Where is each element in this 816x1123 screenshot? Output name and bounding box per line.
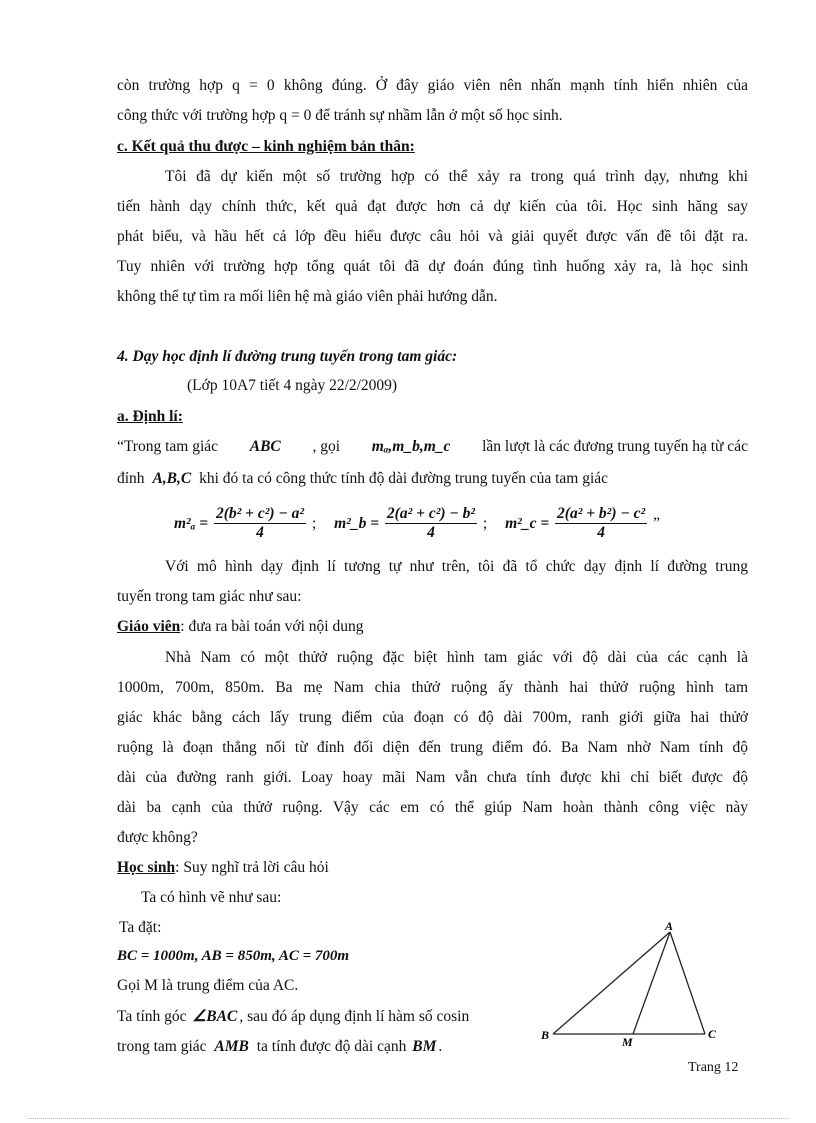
teacher-label: Giáo viên: [117, 618, 181, 635]
text-span: đỉnh: [117, 470, 145, 487]
formula-separator: ;: [311, 514, 317, 532]
math-amb: AMB: [214, 1038, 249, 1055]
given-values: BC = 1000m, AB = 850m, AC = 700m: [117, 948, 350, 964]
student-label: Học sinh: [117, 859, 176, 876]
text-line: Nhà Nam có một thửở ruộng đặc biệt hình tam giác với độ dài của các cạnh là: [165, 649, 748, 666]
theorem-line-2: [117, 469, 608, 489]
point-label-m: M: [622, 1035, 633, 1049]
vertex-label-b: B: [541, 1028, 550, 1042]
text-line: không thể tự tìm ra mối liên hệ mà giáo viên phải hướng dẫn.: [117, 288, 498, 305]
text-line: được không?: [117, 829, 198, 846]
text-line: tiến hành dạy chính thức, kết quả đạt được hơn cả dự kiến của tôi. Học sinh hăng say: [117, 198, 748, 215]
text-line: Gọi M là trung điểm của AC.: [117, 977, 299, 994]
text-line: phát biểu, và hầu hết cả lớp đều hiểu được câu hỏi và giải quyết được vấn đề tôi đặt ra.: [117, 228, 748, 245]
text-line: dài ba cạnh của thửở ruộng. Vậy các em có thể giúp Nam hoàn thành công việc này: [117, 799, 748, 816]
formula-mb-lhs: m²_b =: [334, 514, 380, 532]
text-span: , sau đó áp dụng định lí hàm số cosin: [239, 1008, 470, 1025]
text-line: Tôi đã dự kiến một số trường hợp có thể xảy ra trong quá trình dạy, nhưng khi: [165, 168, 748, 185]
text-line: Ta có hình vẽ như sau:: [141, 889, 282, 906]
text-line: giác khác bằng cách lấy trung điểm của đoạn có độ dài 700m, ranh giới giữa hai thửở: [117, 709, 748, 726]
section-heading-a: a. Định lí:: [117, 408, 183, 425]
median-formula: [174, 505, 660, 542]
math-vertices: A,B,C: [152, 470, 192, 487]
lesson-info: (Lớp 10A7 tiết 4 ngày 22/2/2009): [187, 377, 398, 394]
section-heading-4: 4. Dạy học định lí đường trung tuyến trong tam giác:: [117, 348, 458, 365]
text-span: Ta tính góc: [117, 1008, 187, 1025]
formula-denominator: 4: [427, 524, 435, 541]
triangle-figure: [530, 915, 750, 1055]
footer-divider: [28, 1118, 788, 1119]
text-span: .: [438, 1038, 443, 1055]
text-span: khi đó ta có công thức tính độ dài đường trung tuyến của tam giác: [199, 470, 609, 487]
page-number: Trang 12: [688, 1060, 739, 1075]
vertex-label-c: C: [708, 1027, 717, 1041]
formula-mb-numerator: 2(a² + c²) − b²: [386, 505, 476, 522]
theorem-line-1: [117, 437, 748, 457]
math-bm: BM: [412, 1038, 437, 1055]
side-ac: [670, 932, 705, 1034]
text-line: 1000m, 700m, 850m. Ba mẹ Nam chia thửở ruộng ấy thành hai thửở ruộng hình tam: [117, 679, 748, 696]
side-ba: [553, 932, 670, 1034]
student-line: [117, 858, 329, 878]
text-span: : Suy nghĩ trả lời câu hỏi: [175, 859, 329, 876]
formula-ma-numerator: 2(b² + c²) − a²: [215, 505, 305, 522]
text-line: Ta đặt:: [119, 919, 162, 936]
math-medians: mₐ,m_b,m_c: [371, 438, 451, 455]
text-line: công thức với trường hợp q = 0 để tránh sự nhầm lẫn ở một số học sinh.: [117, 107, 563, 124]
formula-separator: ;: [482, 514, 488, 532]
text-line: Với mô hình dạy định lí tương tự như trên, tôi đã tổ chức dạy định lí đường trung: [165, 558, 748, 575]
formula-close-quote: ”: [653, 514, 660, 532]
text-span: “Trong tam giác: [117, 438, 219, 455]
formula-denominator: 4: [256, 524, 264, 541]
formula-mc-fraction: [555, 505, 647, 542]
text-line: dài của đường ranh giới. Loay hoay mãi Nam vẫn chưa tính được khi chỉ biết được độ: [117, 769, 748, 786]
text-span: : đưa ra bài toán với nội dung: [180, 618, 364, 635]
vertex-label-a: A: [665, 919, 674, 933]
formula-ma-fraction: [214, 505, 306, 542]
math-angle: ∠BAC: [192, 1008, 238, 1025]
formula-denominator: 4: [597, 524, 605, 541]
text-line: Tuy nhiên với trường hợp tổng quát tôi đã dự đoán đúng tình huống xảy ra, là học sinh: [117, 258, 748, 275]
text-span: trong tam giác: [117, 1038, 207, 1055]
text-span: , gọi: [312, 438, 341, 455]
formula-mb-fraction: [385, 505, 477, 542]
math-abc: ABC: [249, 438, 281, 455]
text-span: lần lượt là các đương trung tuyến hạ từ các: [482, 438, 748, 455]
teacher-line: [117, 617, 363, 637]
text-line: [117, 1037, 442, 1057]
text-span: ta tính được độ dài cạnh: [256, 1038, 407, 1055]
text-line: còn trường hợp q = 0 không đúng. Ở đây giáo viên nên nhấn mạnh tính hiển nhiên của: [117, 77, 748, 94]
section-heading-c: c. Kết quả thu được – kinh nghiệm bản thân:: [117, 138, 415, 155]
formula-ma-lhs: m²ₐ =: [174, 514, 209, 532]
formula-mc-numerator: 2(a² + b²) − c²: [557, 505, 646, 522]
text-line: ruộng là đoạn thẳng nối từ đỉnh đối diện đến trung điểm đó. Ba Nam nhờ Nam tính độ: [117, 739, 748, 756]
text-line: [117, 1007, 469, 1027]
text-line: tuyến trong tam giác như sau:: [117, 588, 302, 605]
formula-mc-lhs: m²_c =: [505, 514, 550, 532]
